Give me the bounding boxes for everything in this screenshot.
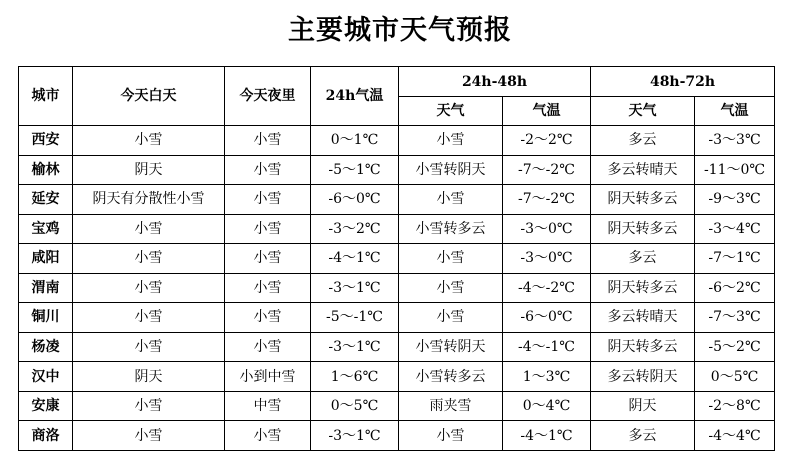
weather-48h-cell: 小雪: [399, 273, 503, 303]
night-weather-cell: 小雪: [225, 273, 311, 303]
header-group-24-48: 24h-48h: [399, 67, 591, 97]
temp-24h-cell: -5～-1℃: [311, 303, 399, 333]
city-cell: 杨凌: [19, 332, 73, 362]
weather-48h-cell: 小雪: [399, 244, 503, 274]
temp-72h-cell: -3～4℃: [695, 214, 775, 244]
header-city: 城市: [19, 67, 73, 126]
header-weather-72: 天气: [591, 97, 695, 126]
day-weather-cell: 小雪: [73, 303, 225, 333]
table-row: [19, 332, 775, 362]
night-weather-cell: 小雪: [225, 126, 311, 156]
header-today-day: 今天白天: [73, 67, 225, 126]
weather-48h-cell: 小雪转阴天: [399, 155, 503, 185]
temp-48h-cell: -3～0℃: [503, 244, 591, 274]
table-row: [19, 273, 775, 303]
table-row: [19, 126, 775, 156]
temp-24h-cell: 0～5℃: [311, 391, 399, 421]
temp-48h-cell: -7～-2℃: [503, 155, 591, 185]
city-cell: 安康: [19, 391, 73, 421]
table-row: [19, 155, 775, 185]
day-weather-cell: 小雪: [73, 244, 225, 274]
table-row: [19, 185, 775, 215]
table-row: [19, 244, 775, 274]
table-row: [19, 214, 775, 244]
weather-72h-cell: 阴天转多云: [591, 332, 695, 362]
temp-72h-cell: -3～3℃: [695, 126, 775, 156]
night-weather-cell: 中雪: [225, 391, 311, 421]
temp-24h-cell: -3～1℃: [311, 332, 399, 362]
temp-24h-cell: -3～1℃: [311, 421, 399, 451]
temp-72h-cell: -7～1℃: [695, 244, 775, 274]
day-weather-cell: 阴天: [73, 155, 225, 185]
city-cell: 汉中: [19, 362, 73, 392]
night-weather-cell: 小雪: [225, 214, 311, 244]
city-cell: 商洛: [19, 421, 73, 451]
temp-48h-cell: 0～4℃: [503, 391, 591, 421]
city-cell: 咸阳: [19, 244, 73, 274]
weather-72h-cell: 多云转阴天: [591, 362, 695, 392]
weather-72h-cell: 阴天转多云: [591, 273, 695, 303]
day-weather-cell: 小雪: [73, 214, 225, 244]
temp-48h-cell: -6～0℃: [503, 303, 591, 333]
header-temp-72: 气温: [695, 97, 775, 126]
forecast-table: [18, 66, 775, 451]
temp-72h-cell: -4～4℃: [695, 421, 775, 451]
weather-48h-cell: 小雪转多云: [399, 214, 503, 244]
header-row-top: [19, 67, 775, 97]
day-weather-cell: 小雪: [73, 126, 225, 156]
day-weather-cell: 小雪: [73, 391, 225, 421]
night-weather-cell: 小雪: [225, 303, 311, 333]
night-weather-cell: 小雪: [225, 421, 311, 451]
header-temp-48: 气温: [503, 97, 591, 126]
weather-48h-cell: 小雪: [399, 185, 503, 215]
page-title: 主要城市天气预报: [288, 15, 512, 46]
temp-72h-cell: -7～3℃: [695, 303, 775, 333]
temp-48h-cell: -7～-2℃: [503, 185, 591, 215]
day-weather-cell: 小雪: [73, 273, 225, 303]
table-row: [19, 303, 775, 333]
temp-72h-cell: -5～2℃: [695, 332, 775, 362]
weather-72h-cell: 多云转晴天: [591, 155, 695, 185]
city-cell: 榆林: [19, 155, 73, 185]
temp-48h-cell: -4～-2℃: [503, 273, 591, 303]
city-cell: 宝鸡: [19, 214, 73, 244]
weather-72h-cell: 阴天转多云: [591, 185, 695, 215]
temp-72h-cell: -9～3℃: [695, 185, 775, 215]
weather-72h-cell: 多云: [591, 244, 695, 274]
temp-48h-cell: -4～1℃: [503, 421, 591, 451]
temp-24h-cell: -4～1℃: [311, 244, 399, 274]
temp-72h-cell: -6～2℃: [695, 273, 775, 303]
table-row: [19, 391, 775, 421]
weather-72h-cell: 多云: [591, 421, 695, 451]
temp-72h-cell: 0～5℃: [695, 362, 775, 392]
weather-48h-cell: 雨夹雪: [399, 391, 503, 421]
day-weather-cell: 阴天有分散性小雪: [73, 185, 225, 215]
weather-48h-cell: 小雪: [399, 421, 503, 451]
header-temp-24h: 24h气温: [311, 67, 399, 126]
temp-48h-cell: 1～3℃: [503, 362, 591, 392]
temp-24h-cell: -3～2℃: [311, 214, 399, 244]
temp-48h-cell: -3～0℃: [503, 214, 591, 244]
weather-72h-cell: 多云: [591, 126, 695, 156]
night-weather-cell: 小雪: [225, 332, 311, 362]
day-weather-cell: 阴天: [73, 362, 225, 392]
city-cell: 西安: [19, 126, 73, 156]
header-group-48-72: 48h-72h: [591, 67, 775, 97]
weather-72h-cell: 阴天: [591, 391, 695, 421]
temp-48h-cell: -2～2℃: [503, 126, 591, 156]
weather-48h-cell: 小雪转多云: [399, 362, 503, 392]
temp-48h-cell: -4～-1℃: [503, 332, 591, 362]
table-row: [19, 421, 775, 451]
night-weather-cell: 小雪: [225, 244, 311, 274]
weather-72h-cell: 阴天转多云: [591, 214, 695, 244]
header-weather-48: 天气: [399, 97, 503, 126]
day-weather-cell: 小雪: [73, 421, 225, 451]
city-cell: 延安: [19, 185, 73, 215]
temp-24h-cell: -6～0℃: [311, 185, 399, 215]
night-weather-cell: 小雪: [225, 185, 311, 215]
city-cell: 铜川: [19, 303, 73, 333]
day-weather-cell: 小雪: [73, 332, 225, 362]
city-cell: 渭南: [19, 273, 73, 303]
temp-72h-cell: -2～8℃: [695, 391, 775, 421]
night-weather-cell: 小雪: [225, 155, 311, 185]
weather-48h-cell: 小雪转阴天: [399, 332, 503, 362]
weather-48h-cell: 小雪: [399, 126, 503, 156]
temp-72h-cell: -11～0℃: [695, 155, 775, 185]
temp-24h-cell: -5～1℃: [311, 155, 399, 185]
weather-48h-cell: 小雪: [399, 303, 503, 333]
temp-24h-cell: 0～1℃: [311, 126, 399, 156]
weather-72h-cell: 多云转晴天: [591, 303, 695, 333]
temp-24h-cell: -3～1℃: [311, 273, 399, 303]
night-weather-cell: 小到中雪: [225, 362, 311, 392]
header-today-night: 今天夜里: [225, 67, 311, 126]
temp-24h-cell: 1～6℃: [311, 362, 399, 392]
table-row: [19, 362, 775, 392]
